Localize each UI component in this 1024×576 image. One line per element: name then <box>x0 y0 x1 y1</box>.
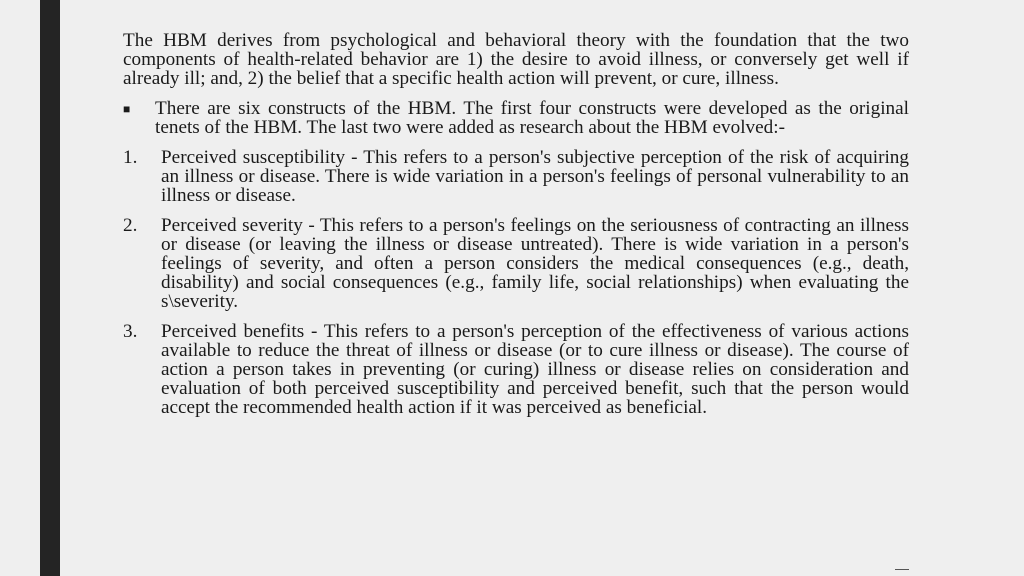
intro-paragraph: The HBM derives from psychological and behavioral theory with the foundation that the two components of health-related behavior are 1) the desire to avoid illness, or conversely get well if already ill; and, 2) the belief that a specific health action will prevent, or cure, illness. <box>123 30 909 89</box>
bullet-text: There are six constructs of the HBM. The first four constructs were developed as the original tenets of the HBM. The last two were added as research about the HBM evolved:- <box>155 98 909 138</box>
list-number: 2. <box>123 215 138 236</box>
list-item-text: Perceived severity - This refers to a person's feelings on the seriousness of contracting an illness or disease (or leaving the illness or disease untreated). There is wide variation in a person's feelings of severity, and often a person considers the medical consequences (e.g., death, disability) and social consequences (e.g., family life, social relationships) when evaluating the s\severity. <box>161 215 909 312</box>
square-bullet-icon: ■ <box>123 102 131 116</box>
list-number: 1. <box>123 147 138 168</box>
list-number: 3. <box>123 321 138 342</box>
list-item-text: Perceived benefits - This refers to a person's perception of the effectiveness of various actions available to reduce the threat of illness or disease (or to cure illness or disease). The course of action a person takes in preventing (or curing) illness or disease relies on consideration and evaluation of both perceived susceptibility and perceived benefit, such that the person would accept the recommended health action if it was perceived as beneficial. <box>161 321 909 418</box>
list-item-text: Perceived susceptibility - This refers to a person's subjective perception of the risk of acquiring an illness or disease. There is wide variation in a person's feelings of personal vulnerability to an illness or disease. <box>161 147 909 206</box>
bullet-item <box>123 99 909 137</box>
slide-body <box>123 31 909 417</box>
footer-line <box>895 569 909 570</box>
list-item-1 <box>123 148 909 205</box>
accent-bar <box>40 0 60 576</box>
list-item-2 <box>123 216 909 311</box>
list-item-3 <box>123 322 909 417</box>
